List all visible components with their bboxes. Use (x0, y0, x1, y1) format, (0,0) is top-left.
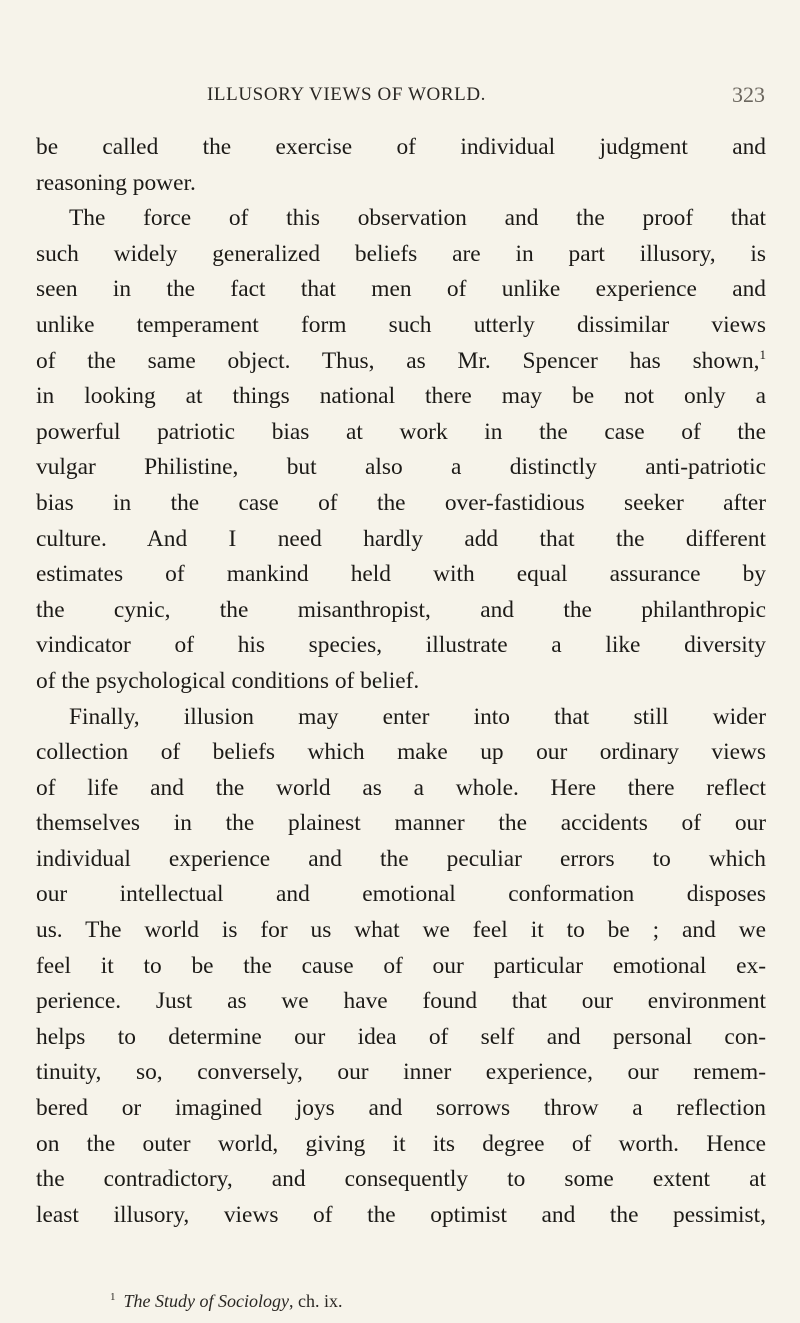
text-line: feel it to be the cause of our particular emotional ex- (36, 952, 766, 979)
body-text (36, 130, 766, 1233)
text-line: of life and the world as a whole. Here there reflect (36, 774, 766, 801)
text-line: bias in the case of the over-fastidious seeker after (36, 489, 766, 516)
text-line: estimates of mankind held with equal assurance by (36, 561, 766, 588)
text-line: themselves in the plainest manner the accidents of our (36, 810, 766, 837)
text-line: bered or imagined joys and sorrows throw a reflection (36, 1095, 766, 1122)
page-number: 323 (732, 82, 765, 107)
running-title: ILLUSORY VIEWS OF WORLD. (207, 84, 486, 105)
text-line: seen in the fact that men of unlike experience and (36, 276, 766, 303)
text-line: unlike temperament form such utterly dissimilar views (36, 311, 766, 338)
text-line: reasoning power. (36, 169, 196, 196)
text-line-content: of the same object. Thus, as Mr. Spencer has shown, (36, 347, 760, 374)
text-line: in looking at things national there may be not only a (36, 383, 766, 410)
footnote-citation: , ch. ix. (288, 1291, 343, 1311)
text-line: individual experience and the peculiar errors to which (36, 845, 766, 872)
text-line: us. The world is for us what we feel it to be ; and we (36, 917, 766, 944)
paragraph-start-line: The force of this observation and the proof that (69, 205, 766, 232)
text-line: such widely generalized beliefs are in part illusory, is (36, 240, 766, 267)
text-line: collection of beliefs which make up our ordinary views (36, 739, 766, 766)
footnote-reference: 1 (759, 346, 766, 362)
text-line: on the outer world, giving it its degree of worth. Hence (36, 1130, 766, 1157)
text-line: of the psychological conditions of belief. (36, 667, 420, 694)
footnote-mark: 1 (110, 1291, 116, 1303)
text-line: vulgar Philistine, but also a distinctly anti-patriotic (36, 454, 766, 481)
footnote (110, 1290, 342, 1312)
paragraph-start-line: Finally, illusion may enter into that still wider (69, 703, 766, 730)
text-line: tinuity, so, conversely, our inner experience, our remem- (36, 1059, 766, 1086)
text-line: helps to determine our idea of self and personal con- (36, 1023, 766, 1050)
text-line: culture. And I need hardly add that the different (36, 525, 766, 552)
text-line: the cynic, the misanthropist, and the philanthropic (36, 596, 766, 623)
text-line: be called the exercise of individual judgment and (36, 134, 766, 160)
text-line: perience. Just as we have found that our environment (36, 988, 766, 1015)
text-line: the contradictory, and consequently to some extent at (36, 1166, 766, 1193)
running-head (0, 84, 800, 114)
text-line: vindicator of his species, illustrate a like diversity (36, 632, 766, 659)
footnote-work-title: The Study of Sociology (123, 1291, 289, 1311)
text-line: our intellectual and emotional conformation disposes (36, 881, 766, 908)
text-line: least illusory, views of the optimist and the pessimist, (36, 1201, 766, 1228)
text-line: powerful patriotic bias at work in the case of the (36, 418, 766, 445)
text-line-with-footnote-ref (36, 344, 766, 380)
